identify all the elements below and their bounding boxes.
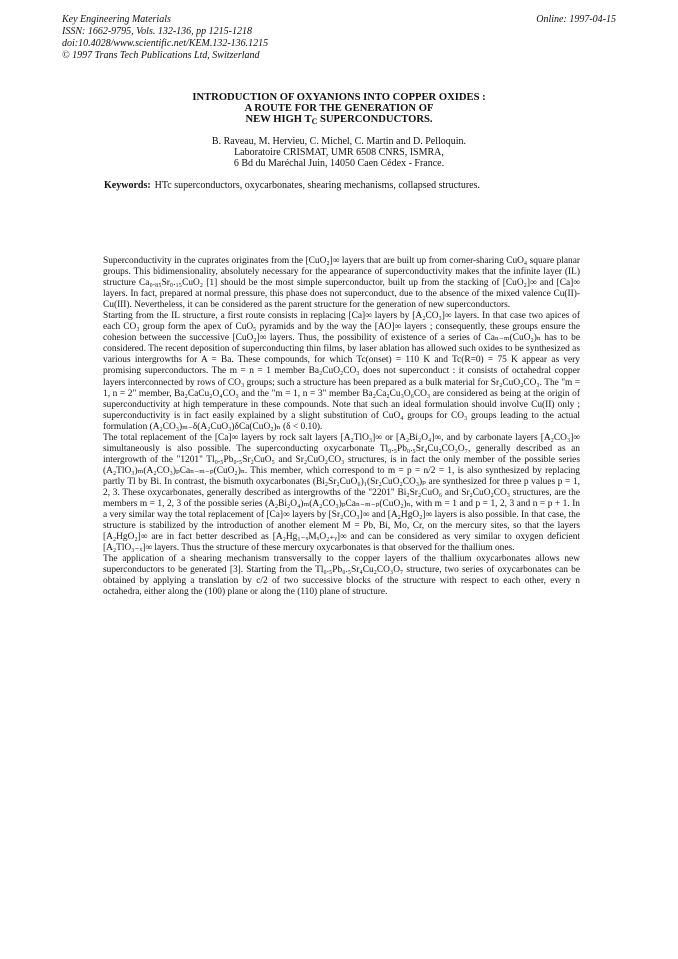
- body-text: [103, 256, 580, 598]
- author-names: B. Raveau, M. Hervieu, C. Michel, C. Martin and D. Pelloquin.: [211, 136, 467, 147]
- title-line-1: INTRODUCTION OF OXYANIONS INTO COPPER OXIDES :: [192, 92, 486, 103]
- affiliation: Laboratoire CRISMAT, UMR 6508 CNRS, ISMRA,: [234, 147, 444, 159]
- title-line-2: A ROUTE FOR THE GENERATION OF: [244, 103, 434, 114]
- doi-line: doi:10.4028/www.scientific.net/KEM.132-136.1215: [62, 38, 269, 49]
- online-date: Online: 1997-04-15: [536, 14, 616, 25]
- journal-name: Key Engineering Materials: [62, 14, 171, 25]
- running-header: [62, 14, 616, 62]
- paragraph-3: The total replacement of the [Ca]∞ layers by rock salt layers [A₂TlO₃]∞ or [A₂Bi₂O₄]∞, and by carbonate layers [A₂CO₃]∞ simultaneously is also possible. The superconducting oxycarbonate Tl₀.₅Pb₀.₅Sr₄Cu₂CO₃O₇, generally described as an intergrowth of the "1201" Tl₀.₅Pb₀.₅Sr₂CuO₅ and Sr₂CuO₂CO₃ structures, is in fact the only member of the possible series (A₂TlO₃)ₘ(A₂CO₃)ₚCaₙ₋ₘ₋ₚ(CuO₂)ₙ. This member, which correspond to m = p = n/2 = 1, is also synthesized by replacing partly Tl by Bi. In contrast, the bismuth oxycarbonates (Bi₂Sr₂CuO₆)₁(Sr₂CuO₂CO₃)ₚ are synthesized for three p values p = 1, 2, 3. These oxycarbonates, generally described as intergrowths of the "2201" Bi₂Sr₂CuO₆ and Sr₂CuO₂CO₃ structures, are the members m = 1, 2, 3 of the possible series (A₂Bi₂O₄)ₘ(A₂CO₃)ₚCaₙ₋ₘ₋ₚ(CuO₂)ₙ, with m = 1 and p = 1, 2, 3 and n = p + 1. In a very similar way the total replacement of [Ca]∞ layers by [Sr₂CO₃]∞ and [A₂HgO₂]∞ layers is also possible. In that case, the structure is stabilized by the introduction of another element M = Pb, Bi, Mo, Cr, on the mercury sites, so that the layers [A₂HgO₂]∞ are in fact better described as [A₂Hg₁₋ₓMₓO₂₊ᵧ]∞ and can be considered as very similar to oxygen deficient [A₂TlO₃₋ₓ]∞ layers. Thus the structure of these mercury oxycarbonates is that observed for the thallium ones.: [103, 432, 580, 554]
- keywords: [104, 180, 584, 192]
- keywords-label: Keywords:: [104, 180, 151, 191]
- author-block: [0, 136, 678, 170]
- title-line-3: NEW HIGH $T_C$ SUPERCONDUCTORS.: [245, 114, 433, 126]
- paragraph-1: Superconductivity in the cuprates originates from the [CuO₂]∞ layers that are built up from corner-sharing CuO₄ square planar groups. This bidimensionality, absolutely necessary for the appearance of superconductivity makes that the infinite layer (IL) structure Ca₀.₈₅Sr₀.₁₅CuO₂ [1] should be the most simple superconductor, built up from the stacking of [CuO₂]∞ and [Ca]∞ layers. In fact, prepared at normal pressure, this phase does not superconduct, due to the absence of the mixed valence Cu(II)-Cu(III). Nevertheless, it can be considered as the parent structure for the generation of new superconductors.: [103, 256, 580, 311]
- address: 6 Bd du Maréchal Juin, 14050 Caen Cédex - France.: [233, 158, 445, 170]
- keywords-text: HTc superconductors, oxycarbonates, shearing mechanisms, collapsed structures.: [154, 180, 480, 191]
- paper-title: [0, 92, 678, 127]
- paragraph-4: The application of a shearing mechanism transversally to the copper layers of the thallium oxycarbonates allows new superconductors to be generated [3]. Starting from the Tl₀.₅Pb₀.₅Sr₄Cu₂CO₃O₇ structure, two series of oxycarbonates can be obtained by applying a translation by c/2 of two successive blocks of the structure with respect to each other, every n octahedra, either along the (100) plane or along the (110) plane of structure.: [103, 554, 580, 598]
- issn-line: ISSN: 1662-9795, Vols. 132-136, pp 1215-1218: [62, 26, 252, 37]
- paragraph-2: Starting from the IL structure, a first route consists in replacing [Ca]∞ layers by [A₂CO₃]∞ layers. In that case two apices of each CO₃ group form the apex of CuO₅ pyramids and by the way the [AO]∞ layers ; consequently, these groups ensure the cohesion between the successive [CuO₂]∞ layers. Thus, the possibility of existence of a series of Caₙ₋ₘ(CuO₂)ₙ has to be considered. The recent deposition of superconducting thin films, by laser ablation has allowed such oxides to be synthesized as various intergrowths for A = Ba. These compounds, for which Tc(onset) = 110 K and Tc(R=0) = 75 K appear as very promising superconductors. The m = n = 1 member Ba₂CuO₂CO₃ does not superconduct : it consists of octahedral copper layers interconnected by rows of CO₃ groups; such a structure has been prepared as a bulk material for Sr₂CuO₂CO₃. The "m = 1, n = 2" member, Ba₂CaCu₂O₄CO₃ and the "m = 1, n = 3" member Ba₂Ca₂Cu₃O₆CO₃ are considered as being at the origin of superconductivity at high temperature in these compounds. Note that such an ideal formulation should involve Cu(II) only ; superconductivity is in fact easily explained by a slight substitution of CuO₄ groups for CO₃ groups leading to the actual formulation (A₂CO₃)ₘ₋δ(A₂CuO₃)δCa(CuO₂)ₙ (δ < 0.10).: [103, 311, 580, 432]
- copyright-line: © 1997 Trans Tech Publications Ltd, Switzerland: [62, 50, 260, 61]
